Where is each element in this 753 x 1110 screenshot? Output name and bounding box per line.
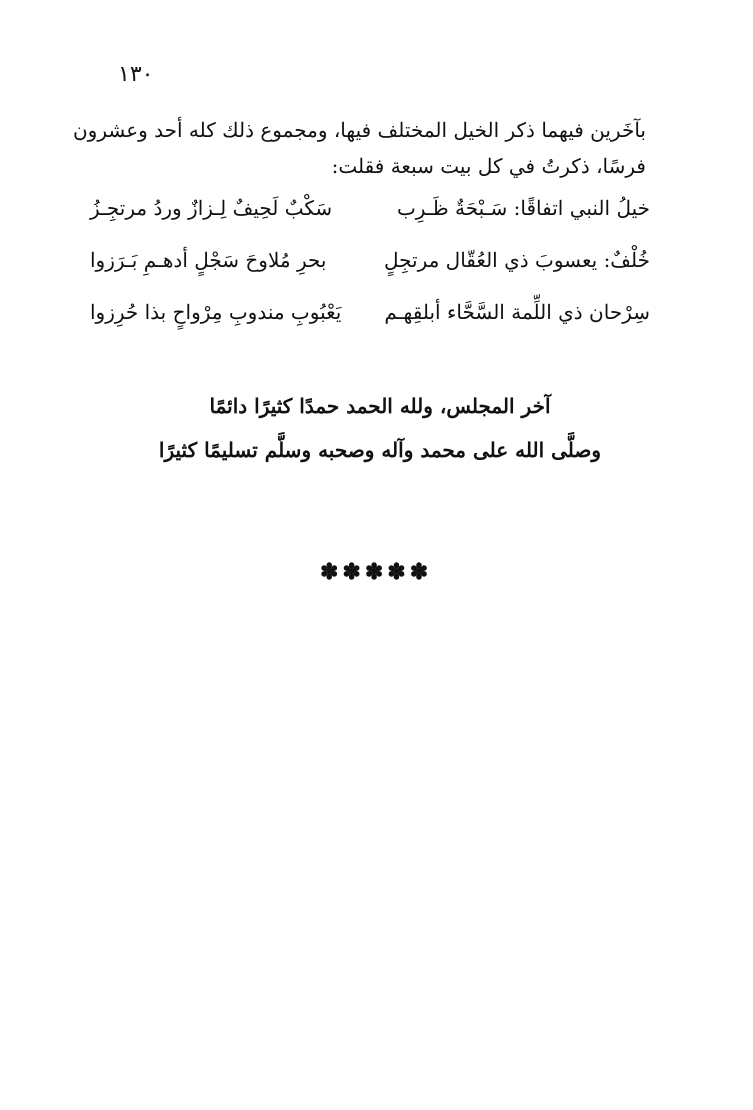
prose-paragraph: [72, 112, 646, 184]
poem: [90, 196, 650, 352]
poem-verse: [90, 248, 650, 300]
prose-line: بآخَرين فيهما ذكر الخيل المختلف فيها، ومجموع ذلك كله أحد وعشرون: [72, 118, 646, 142]
verse-second-hemistich: سَكْبٌ لَحِيفٌ لِـزازٌ وردُ مرتجِـزُ: [90, 196, 333, 220]
colophon-line-2: وصلَّى الله على محمد وآله وصحبه وسلَّم تسليمًا كثيرًا: [158, 438, 602, 462]
verse-first-hemistich: سِرْحان ذي اللِّمة السَّحَّاء أبلقِهـم: [384, 300, 650, 324]
colophon-line-1: آخر المجلس، ولله الحمد حمدًا كثيرًا دائمًا: [209, 394, 551, 418]
page-number: ١٣٠: [118, 62, 154, 87]
verse-second-hemistich: بحرِ مُلاوحَ سَجْلٍ أدهـمِ بَـرَزوا: [90, 248, 327, 272]
verse-first-hemistich: خيلُ النبي اتفاقًا: سَـبْحَةٌ ظَـرِب: [396, 196, 650, 220]
asterisk-ornament: ✽✽✽✽✽: [320, 559, 433, 585]
verse-second-hemistich: يَعْبُوبِ مندوبِ مِرْواحٍ بذا حُرِزوا: [90, 300, 342, 324]
verse-first-hemistich: خُلْفٌ: يعسوبَ ذي العُقّال مرتجِلٍ: [383, 248, 650, 272]
poem-verse: [90, 300, 650, 352]
prose-line: فرسًا، ذكرتُ في كل بيت سبعة فقلت:: [331, 154, 646, 178]
poem-verse: [90, 196, 650, 248]
colophon: [100, 384, 660, 472]
